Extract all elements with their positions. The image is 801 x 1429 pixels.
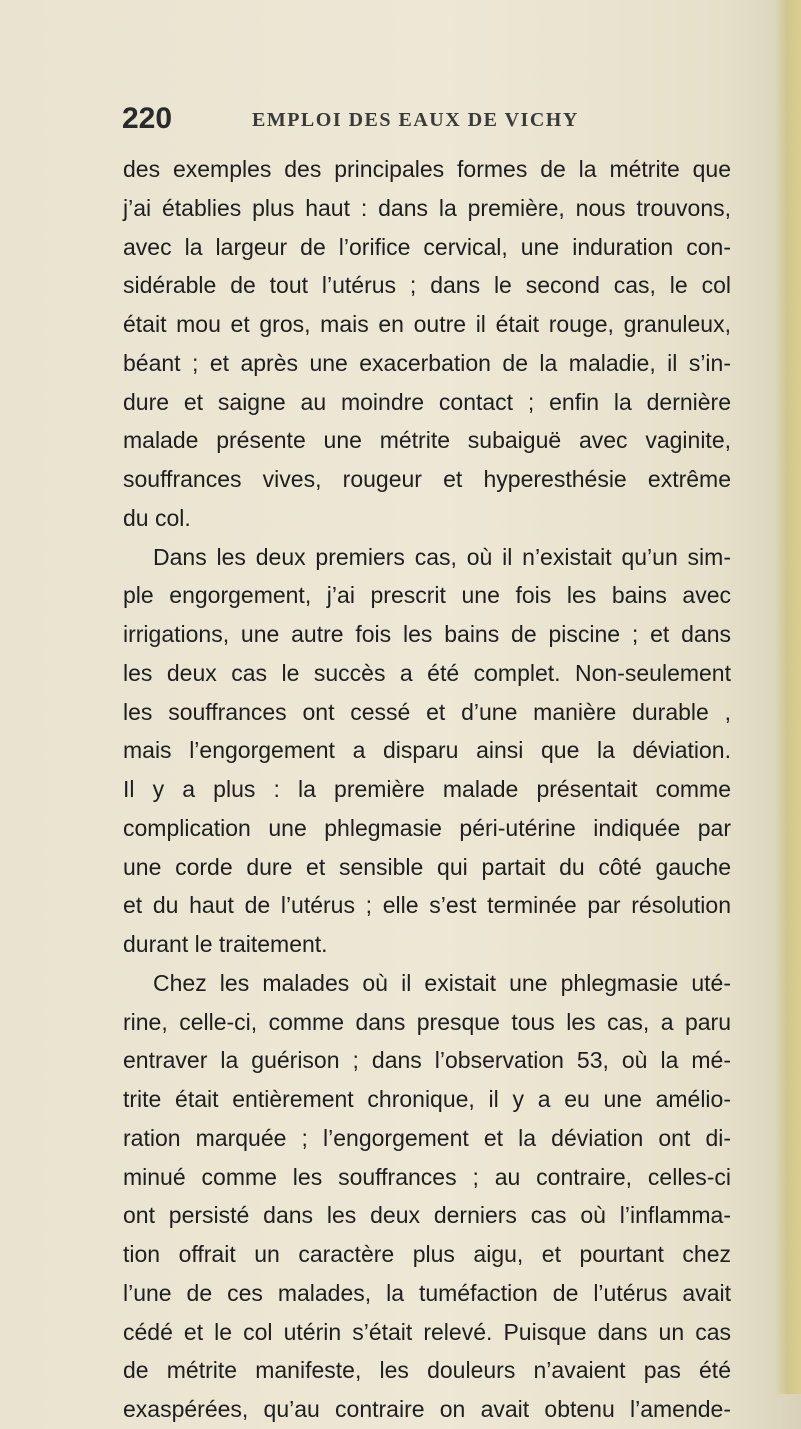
text-line: durant le traitement. bbox=[123, 931, 328, 957]
running-title: EMPLOI DES EAUX DE VICHY bbox=[252, 109, 579, 131]
text-line: Dans les deux premiers cas, où il n’existait qu’un sim- bbox=[153, 543, 731, 570]
text-line: dure et saigne au moindre contact ; enfin la dernière bbox=[123, 388, 731, 415]
text-line: ration marquée ; l’engorgement et la déviation ont di- bbox=[123, 1124, 731, 1151]
text-line: mais l’engorgement a disparu ainsi que la déviation. bbox=[123, 737, 731, 764]
text-line: complication une phlegmasie péri-utérine indiquée par bbox=[123, 814, 731, 841]
text-line: avec la largeur de l’orifice cervical, une induration con- bbox=[123, 233, 731, 260]
text-line: j’ai établies plus haut : dans la première, nous trouvons, bbox=[123, 194, 731, 221]
text-line: malade présente une métrite subaiguë avec vaginite, bbox=[123, 427, 731, 454]
text-line: exaspérées, qu’au contraire on avait obtenu l’amende- bbox=[123, 1396, 731, 1422]
text-line: entraver la guérison ; dans l’observation 53, où la mé- bbox=[123, 1047, 731, 1074]
page-header bbox=[122, 102, 722, 142]
text-line: Chez les malades où il existait une phlegmasie uté- bbox=[153, 969, 731, 996]
text-line: rine, celle-ci, comme dans presque tous les cas, a paru bbox=[123, 1008, 731, 1035]
text-line: Il y a plus : la première malade présentait comme bbox=[123, 776, 731, 802]
body-text bbox=[123, 150, 731, 1429]
page-number: 220 bbox=[122, 102, 173, 135]
text-line: sidérable de tout l’utérus ; dans le second cas, le col bbox=[123, 272, 731, 299]
text-line: trite était entièrement chronique, il y a eu une amélio- bbox=[123, 1086, 731, 1112]
text-line: béant ; et après une exacerbation de la maladie, il s’in- bbox=[123, 349, 731, 376]
text-line: une corde dure et sensible qui partait du côté gauche bbox=[123, 853, 731, 880]
text-line: était mou et gros, mais en outre il était rouge, granuleux, bbox=[123, 311, 731, 337]
text-line: et du haut de l’utérus ; elle s’est terminée par résolution bbox=[123, 892, 731, 919]
text-line: des exemples des principales formes de la métrite que bbox=[123, 156, 731, 182]
text-line: ont persisté dans les deux derniers cas où l’inflamma- bbox=[123, 1202, 731, 1229]
text-line: minué comme les souffrances ; au contraire, celles-ci bbox=[123, 1163, 731, 1190]
text-line: souffrances vives, rougeur et hyperesthésie extrême bbox=[123, 466, 731, 492]
text-line: irrigations, une autre fois les bains de piscine ; et dans bbox=[123, 621, 731, 647]
text-line: les souffrances ont cessé et d’une manière durable , bbox=[123, 698, 731, 725]
text-line: ple engorgement, j’ai prescrit une fois les bains avec bbox=[123, 582, 731, 609]
page-edge bbox=[775, 0, 801, 1394]
text-line: l’une de ces malades, la tuméfaction de l’utérus avait bbox=[123, 1279, 731, 1306]
text-line: de métrite manifeste, les douleurs n’avaient pas été bbox=[123, 1357, 731, 1384]
text-line: tion offrait un caractère plus aigu, et pourtant chez bbox=[123, 1241, 731, 1267]
text-line: cédé et le col utérin s’était relevé. Puisque dans un cas bbox=[123, 1318, 731, 1345]
text-line: les deux cas le succès a été complet. Non-seulement bbox=[123, 659, 731, 686]
text-line: du col. bbox=[123, 504, 191, 531]
